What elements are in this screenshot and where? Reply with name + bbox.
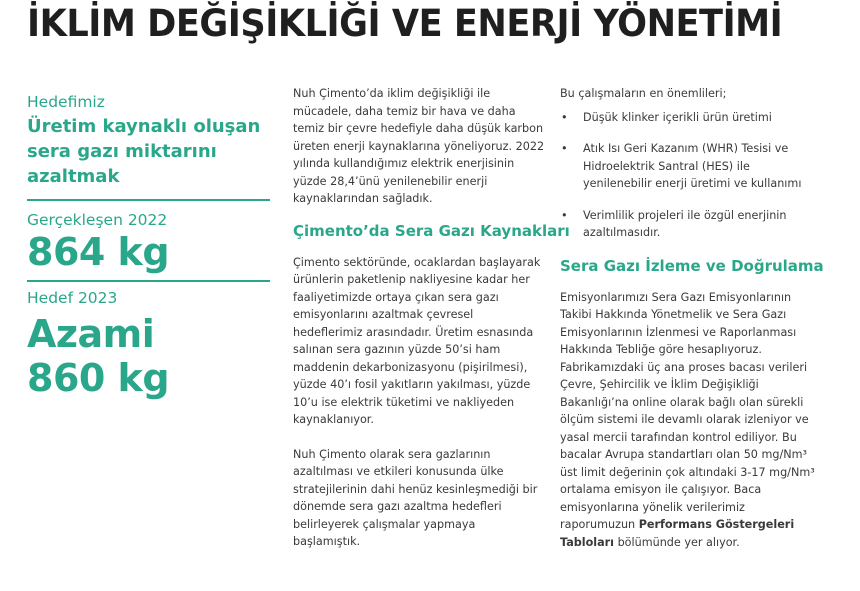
right-column <box>560 85 824 551</box>
intro-paragraph: Nuh Çimento’da iklim değişikliği ile mücadele, daha temiz bir hava ve daha temiz bir çevre hedefiyle daha düşük karbon üreten enerji kaynaklarına yöneliyoruz. 2022 yılında kullandığımız elektrik enerjisinin yüzde 28,4’ünü yenilenebilir enerji kaynaklarından sağladık. <box>293 87 545 205</box>
realized-section <box>27 201 270 282</box>
target-line2: 860 kg <box>27 356 170 400</box>
section-heading-monitoring: Sera Gazı İzleme ve Doğrulama <box>560 256 824 275</box>
initiatives-list <box>560 109 815 242</box>
realized-label: Gerçekleşen 2022 <box>27 211 168 229</box>
goal-text: Üretim kaynaklı oluşan sera gazı miktarını azaltmak <box>27 116 261 187</box>
target-line1: Azami <box>27 312 155 356</box>
monitoring-paragraph <box>560 289 815 552</box>
target-label: Hedef 2023 <box>27 289 118 307</box>
goal-label: Hedefimiz <box>27 93 105 111</box>
page-title: İKLİM DEĞİŞİKLİĞİ VE ENERJİ YÖNETİMİ <box>27 2 783 45</box>
middle-column <box>293 85 570 551</box>
kpi-panel <box>27 92 270 400</box>
target-section <box>27 282 270 400</box>
sources-paragraph: Çimento sektöründe, ocaklardan başlayarak ürünlerin paketlenip nakliyesine kadar her faaliyetimizde ortaya çıkan sera gazı emisyonlarını azaltmak çevresel hedeflerimiz arasındadır. Üretim esnasında salınan sera gazının yüzde 50’si ham maddenin dekarbonizasyonu (pişirilmesi), yüzde 40’ı fosil yakıtların yakılması, yüzde 10’u ise elektrik tüketimi ve nakliyeden kaynaklanıyor. <box>293 255 541 426</box>
list-item: • Verimlilik projeleri ile özgül enerjinin azaltılmasıdır. <box>560 207 815 242</box>
list-item: • Atık Isı Geri Kazanım (WHR) Tesisi ve Hidroelektrik Santral (HES) ile yenilenebilir enerji üretimi ve kullanımı <box>560 140 815 193</box>
realized-value: 864 kg <box>27 230 170 274</box>
monitoring-text-end: bölümünde yer alıyor. <box>614 535 740 549</box>
strategy-paragraph: Nuh Çimento olarak sera gazlarının azaltılması ve etkileri konusunda ülke stratejilerinin dahi henüz kesinleşmediği bir dönemde sera gazı azaltma hedefleri belirleyerek çalışmalar yapmaya başlamıştık. <box>293 447 538 548</box>
list-item: • Düşük klinker içerikli ürün üretimi <box>560 109 815 127</box>
performance-tables-reference: Performans Göstergeleri Tabloları <box>560 518 795 549</box>
section-heading-sources: Çimento’da Sera Gazı Kaynakları <box>293 221 570 240</box>
monitoring-text: Emisyonlarımızı Sera Gazı Emisyonlarının Takibi Hakkında Yönetmelik ve Sera Gazı Emisyonlarının İzlenmesi ve Raporlanması Hakkında Tebliğe göre hesaplıyoruz. Fabrikamızdaki üç ana proses bacası verileri Çevre, Şehircilik ve İklim Değişikliği Bakanlığı’na online olarak bağlı olan sürekli ölçüm sistemi ile devamlı olarak izleniyor ve yasal mercii tarafından kontrol ediliyor. Bu bacalar Avrupa standartları olan 50 mg/Nm³ üst limit değerinin çok altındaki 3-17 mg/Nm³ ortalama emisyon ile çalışıyor. Baca emisyonlarına yönelik verilerimiz raporumuzun <box>560 290 815 531</box>
goal-section <box>27 92 270 201</box>
list-intro: Bu çalışmaların en önemlileri; <box>560 87 727 100</box>
